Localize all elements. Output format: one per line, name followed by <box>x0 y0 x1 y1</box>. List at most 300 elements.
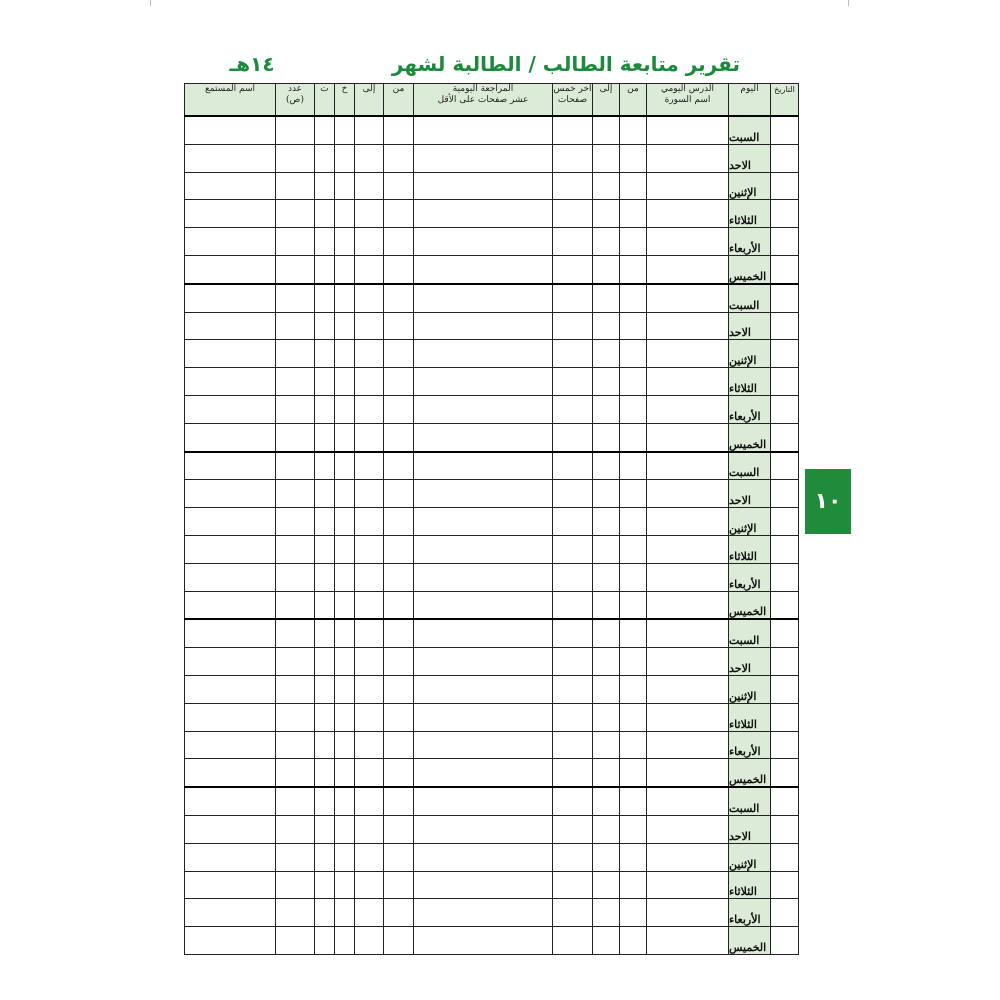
date-cell[interactable] <box>771 144 799 172</box>
kh-cell[interactable] <box>335 423 355 451</box>
lesson-from-cell[interactable] <box>620 255 647 283</box>
kh-cell[interactable] <box>335 648 355 676</box>
lesson-to-cell[interactable] <box>593 200 620 228</box>
kh-cell[interactable] <box>335 731 355 759</box>
review-cell[interactable] <box>414 619 553 647</box>
lesson-cell[interactable] <box>647 340 729 368</box>
listener-cell[interactable] <box>185 899 276 927</box>
date-cell[interactable] <box>771 284 799 312</box>
t-cell[interactable] <box>315 619 335 647</box>
lesson-cell[interactable] <box>647 787 729 815</box>
lesson-to-cell[interactable] <box>593 591 620 619</box>
t-cell[interactable] <box>315 480 335 508</box>
lesson-from-cell[interactable] <box>620 619 647 647</box>
lesson-to-cell[interactable] <box>593 619 620 647</box>
last-five-cell[interactable] <box>553 508 593 536</box>
review-from-cell[interactable] <box>384 312 414 340</box>
t-cell[interactable] <box>315 703 335 731</box>
t-cell[interactable] <box>315 535 335 563</box>
lesson-to-cell[interactable] <box>593 815 620 843</box>
review-from-cell[interactable] <box>384 508 414 536</box>
date-cell[interactable] <box>771 508 799 536</box>
count-cell[interactable] <box>276 815 315 843</box>
t-cell[interactable] <box>315 508 335 536</box>
count-cell[interactable] <box>276 675 315 703</box>
lesson-cell[interactable] <box>647 255 729 283</box>
kh-cell[interactable] <box>335 508 355 536</box>
listener-cell[interactable] <box>185 815 276 843</box>
kh-cell[interactable] <box>335 675 355 703</box>
date-cell[interactable] <box>771 200 799 228</box>
lesson-from-cell[interactable] <box>620 703 647 731</box>
last-five-cell[interactable] <box>553 284 593 312</box>
lesson-cell[interactable] <box>647 899 729 927</box>
review-from-cell[interactable] <box>384 228 414 256</box>
last-five-cell[interactable] <box>553 648 593 676</box>
lesson-cell[interactable] <box>647 703 729 731</box>
kh-cell[interactable] <box>335 172 355 200</box>
kh-cell[interactable] <box>335 144 355 172</box>
last-five-cell[interactable] <box>553 703 593 731</box>
last-five-cell[interactable] <box>553 591 593 619</box>
t-cell[interactable] <box>315 368 335 396</box>
kh-cell[interactable] <box>335 591 355 619</box>
t-cell[interactable] <box>315 648 335 676</box>
review-cell[interactable] <box>414 172 553 200</box>
lesson-from-cell[interactable] <box>620 787 647 815</box>
t-cell[interactable] <box>315 731 335 759</box>
listener-cell[interactable] <box>185 480 276 508</box>
review-to-cell[interactable] <box>355 871 384 899</box>
listener-cell[interactable] <box>185 535 276 563</box>
last-five-cell[interactable] <box>553 144 593 172</box>
lesson-cell[interactable] <box>647 843 729 871</box>
lesson-from-cell[interactable] <box>620 927 647 955</box>
lesson-from-cell[interactable] <box>620 731 647 759</box>
last-five-cell[interactable] <box>553 340 593 368</box>
listener-cell[interactable] <box>185 871 276 899</box>
lesson-from-cell[interactable] <box>620 312 647 340</box>
count-cell[interactable] <box>276 759 315 787</box>
lesson-cell[interactable] <box>647 116 729 144</box>
lesson-from-cell[interactable] <box>620 675 647 703</box>
lesson-from-cell[interactable] <box>620 535 647 563</box>
kh-cell[interactable] <box>335 703 355 731</box>
count-cell[interactable] <box>276 284 315 312</box>
lesson-to-cell[interactable] <box>593 731 620 759</box>
lesson-to-cell[interactable] <box>593 255 620 283</box>
last-five-cell[interactable] <box>553 368 593 396</box>
lesson-to-cell[interactable] <box>593 172 620 200</box>
date-cell[interactable] <box>771 340 799 368</box>
review-to-cell[interactable] <box>355 284 384 312</box>
t-cell[interactable] <box>315 787 335 815</box>
t-cell[interactable] <box>315 172 335 200</box>
review-cell[interactable] <box>414 340 553 368</box>
t-cell[interactable] <box>315 591 335 619</box>
last-five-cell[interactable] <box>553 927 593 955</box>
listener-cell[interactable] <box>185 563 276 591</box>
count-cell[interactable] <box>276 731 315 759</box>
last-five-cell[interactable] <box>553 731 593 759</box>
date-cell[interactable] <box>771 899 799 927</box>
count-cell[interactable] <box>276 535 315 563</box>
review-cell[interactable] <box>414 843 553 871</box>
lesson-from-cell[interactable] <box>620 648 647 676</box>
last-five-cell[interactable] <box>553 255 593 283</box>
review-from-cell[interactable] <box>384 144 414 172</box>
t-cell[interactable] <box>315 255 335 283</box>
review-from-cell[interactable] <box>384 843 414 871</box>
count-cell[interactable] <box>276 508 315 536</box>
lesson-cell[interactable] <box>647 144 729 172</box>
lesson-to-cell[interactable] <box>593 927 620 955</box>
t-cell[interactable] <box>315 228 335 256</box>
review-from-cell[interactable] <box>384 563 414 591</box>
last-five-cell[interactable] <box>553 200 593 228</box>
review-from-cell[interactable] <box>384 172 414 200</box>
review-from-cell[interactable] <box>384 927 414 955</box>
date-cell[interactable] <box>771 480 799 508</box>
lesson-cell[interactable] <box>647 312 729 340</box>
count-cell[interactable] <box>276 116 315 144</box>
review-cell[interactable] <box>414 731 553 759</box>
review-to-cell[interactable] <box>355 759 384 787</box>
t-cell[interactable] <box>315 843 335 871</box>
lesson-to-cell[interactable] <box>593 144 620 172</box>
lesson-cell[interactable] <box>647 480 729 508</box>
lesson-cell[interactable] <box>647 535 729 563</box>
count-cell[interactable] <box>276 619 315 647</box>
t-cell[interactable] <box>315 144 335 172</box>
lesson-cell[interactable] <box>647 731 729 759</box>
kh-cell[interactable] <box>335 340 355 368</box>
kh-cell[interactable] <box>335 927 355 955</box>
review-from-cell[interactable] <box>384 480 414 508</box>
review-from-cell[interactable] <box>384 452 414 480</box>
lesson-from-cell[interactable] <box>620 172 647 200</box>
lesson-cell[interactable] <box>647 619 729 647</box>
review-cell[interactable] <box>414 871 553 899</box>
date-cell[interactable] <box>771 927 799 955</box>
review-from-cell[interactable] <box>384 395 414 423</box>
t-cell[interactable] <box>315 871 335 899</box>
lesson-to-cell[interactable] <box>593 563 620 591</box>
lesson-cell[interactable] <box>647 284 729 312</box>
last-five-cell[interactable] <box>553 452 593 480</box>
review-to-cell[interactable] <box>355 815 384 843</box>
listener-cell[interactable] <box>185 116 276 144</box>
review-cell[interactable] <box>414 703 553 731</box>
count-cell[interactable] <box>276 787 315 815</box>
review-to-cell[interactable] <box>355 312 384 340</box>
date-cell[interactable] <box>771 591 799 619</box>
count-cell[interactable] <box>276 368 315 396</box>
kh-cell[interactable] <box>335 116 355 144</box>
listener-cell[interactable] <box>185 591 276 619</box>
kh-cell[interactable] <box>335 815 355 843</box>
last-five-cell[interactable] <box>553 871 593 899</box>
last-five-cell[interactable] <box>553 675 593 703</box>
kh-cell[interactable] <box>335 619 355 647</box>
lesson-from-cell[interactable] <box>620 340 647 368</box>
last-five-cell[interactable] <box>553 815 593 843</box>
listener-cell[interactable] <box>185 675 276 703</box>
date-cell[interactable] <box>771 116 799 144</box>
review-to-cell[interactable] <box>355 228 384 256</box>
review-from-cell[interactable] <box>384 759 414 787</box>
lesson-from-cell[interactable] <box>620 200 647 228</box>
review-from-cell[interactable] <box>384 619 414 647</box>
lesson-from-cell[interactable] <box>620 480 647 508</box>
last-five-cell[interactable] <box>553 228 593 256</box>
lesson-to-cell[interactable] <box>593 648 620 676</box>
count-cell[interactable] <box>276 255 315 283</box>
t-cell[interactable] <box>315 563 335 591</box>
listener-cell[interactable] <box>185 619 276 647</box>
lesson-to-cell[interactable] <box>593 675 620 703</box>
count-cell[interactable] <box>276 899 315 927</box>
review-from-cell[interactable] <box>384 648 414 676</box>
lesson-to-cell[interactable] <box>593 340 620 368</box>
kh-cell[interactable] <box>335 899 355 927</box>
date-cell[interactable] <box>771 172 799 200</box>
last-five-cell[interactable] <box>553 563 593 591</box>
review-to-cell[interactable] <box>355 563 384 591</box>
last-five-cell[interactable] <box>553 899 593 927</box>
kh-cell[interactable] <box>335 535 355 563</box>
review-cell[interactable] <box>414 591 553 619</box>
review-cell[interactable] <box>414 452 553 480</box>
lesson-to-cell[interactable] <box>593 452 620 480</box>
lesson-cell[interactable] <box>647 172 729 200</box>
listener-cell[interactable] <box>185 312 276 340</box>
date-cell[interactable] <box>771 563 799 591</box>
lesson-cell[interactable] <box>647 508 729 536</box>
review-from-cell[interactable] <box>384 340 414 368</box>
date-cell[interactable] <box>771 843 799 871</box>
review-from-cell[interactable] <box>384 731 414 759</box>
review-from-cell[interactable] <box>384 116 414 144</box>
kh-cell[interactable] <box>335 395 355 423</box>
review-to-cell[interactable] <box>355 591 384 619</box>
lesson-to-cell[interactable] <box>593 535 620 563</box>
listener-cell[interactable] <box>185 731 276 759</box>
last-five-cell[interactable] <box>553 172 593 200</box>
listener-cell[interactable] <box>185 395 276 423</box>
lesson-to-cell[interactable] <box>593 312 620 340</box>
lesson-to-cell[interactable] <box>593 116 620 144</box>
lesson-to-cell[interactable] <box>593 508 620 536</box>
listener-cell[interactable] <box>185 284 276 312</box>
review-from-cell[interactable] <box>384 899 414 927</box>
kh-cell[interactable] <box>335 452 355 480</box>
listener-cell[interactable] <box>185 927 276 955</box>
lesson-to-cell[interactable] <box>593 228 620 256</box>
last-five-cell[interactable] <box>553 480 593 508</box>
t-cell[interactable] <box>315 116 335 144</box>
lesson-cell[interactable] <box>647 675 729 703</box>
date-cell[interactable] <box>771 535 799 563</box>
review-from-cell[interactable] <box>384 284 414 312</box>
lesson-cell[interactable] <box>647 591 729 619</box>
review-to-cell[interactable] <box>355 255 384 283</box>
last-five-cell[interactable] <box>553 423 593 451</box>
date-cell[interactable] <box>771 731 799 759</box>
listener-cell[interactable] <box>185 172 276 200</box>
review-from-cell[interactable] <box>384 787 414 815</box>
count-cell[interactable] <box>276 871 315 899</box>
review-to-cell[interactable] <box>355 648 384 676</box>
count-cell[interactable] <box>276 563 315 591</box>
review-to-cell[interactable] <box>355 116 384 144</box>
count-cell[interactable] <box>276 228 315 256</box>
kh-cell[interactable] <box>335 480 355 508</box>
lesson-from-cell[interactable] <box>620 368 647 396</box>
lesson-from-cell[interactable] <box>620 508 647 536</box>
review-to-cell[interactable] <box>355 172 384 200</box>
kh-cell[interactable] <box>335 843 355 871</box>
review-cell[interactable] <box>414 284 553 312</box>
t-cell[interactable] <box>315 312 335 340</box>
review-cell[interactable] <box>414 535 553 563</box>
listener-cell[interactable] <box>185 759 276 787</box>
review-to-cell[interactable] <box>355 452 384 480</box>
listener-cell[interactable] <box>185 787 276 815</box>
lesson-to-cell[interactable] <box>593 423 620 451</box>
t-cell[interactable] <box>315 340 335 368</box>
review-to-cell[interactable] <box>355 340 384 368</box>
lesson-from-cell[interactable] <box>620 228 647 256</box>
date-cell[interactable] <box>771 452 799 480</box>
date-cell[interactable] <box>771 395 799 423</box>
t-cell[interactable] <box>315 284 335 312</box>
lesson-cell[interactable] <box>647 368 729 396</box>
lesson-cell[interactable] <box>647 200 729 228</box>
review-from-cell[interactable] <box>384 535 414 563</box>
t-cell[interactable] <box>315 200 335 228</box>
review-to-cell[interactable] <box>355 395 384 423</box>
review-cell[interactable] <box>414 255 553 283</box>
review-to-cell[interactable] <box>355 368 384 396</box>
listener-cell[interactable] <box>185 452 276 480</box>
lesson-from-cell[interactable] <box>620 899 647 927</box>
lesson-to-cell[interactable] <box>593 843 620 871</box>
date-cell[interactable] <box>771 759 799 787</box>
review-cell[interactable] <box>414 563 553 591</box>
review-cell[interactable] <box>414 759 553 787</box>
listener-cell[interactable] <box>185 508 276 536</box>
lesson-cell[interactable] <box>647 228 729 256</box>
review-cell[interactable] <box>414 675 553 703</box>
lesson-to-cell[interactable] <box>593 284 620 312</box>
lesson-cell[interactable] <box>647 815 729 843</box>
t-cell[interactable] <box>315 423 335 451</box>
listener-cell[interactable] <box>185 228 276 256</box>
count-cell[interactable] <box>276 423 315 451</box>
listener-cell[interactable] <box>185 368 276 396</box>
last-five-cell[interactable] <box>553 619 593 647</box>
review-from-cell[interactable] <box>384 675 414 703</box>
last-five-cell[interactable] <box>553 535 593 563</box>
date-cell[interactable] <box>771 368 799 396</box>
lesson-to-cell[interactable] <box>593 759 620 787</box>
kh-cell[interactable] <box>335 759 355 787</box>
date-cell[interactable] <box>771 703 799 731</box>
review-to-cell[interactable] <box>355 144 384 172</box>
lesson-cell[interactable] <box>647 395 729 423</box>
lesson-from-cell[interactable] <box>620 591 647 619</box>
review-cell[interactable] <box>414 312 553 340</box>
lesson-from-cell[interactable] <box>620 843 647 871</box>
review-to-cell[interactable] <box>355 508 384 536</box>
last-five-cell[interactable] <box>553 312 593 340</box>
review-to-cell[interactable] <box>355 535 384 563</box>
count-cell[interactable] <box>276 703 315 731</box>
kh-cell[interactable] <box>335 312 355 340</box>
review-cell[interactable] <box>414 368 553 396</box>
count-cell[interactable] <box>276 340 315 368</box>
review-to-cell[interactable] <box>355 675 384 703</box>
lesson-cell[interactable] <box>647 452 729 480</box>
count-cell[interactable] <box>276 395 315 423</box>
review-from-cell[interactable] <box>384 200 414 228</box>
lesson-to-cell[interactable] <box>593 395 620 423</box>
date-cell[interactable] <box>771 815 799 843</box>
review-to-cell[interactable] <box>355 200 384 228</box>
t-cell[interactable] <box>315 927 335 955</box>
review-to-cell[interactable] <box>355 731 384 759</box>
count-cell[interactable] <box>276 144 315 172</box>
review-to-cell[interactable] <box>355 787 384 815</box>
review-cell[interactable] <box>414 144 553 172</box>
count-cell[interactable] <box>276 200 315 228</box>
lesson-from-cell[interactable] <box>620 284 647 312</box>
review-from-cell[interactable] <box>384 703 414 731</box>
review-cell[interactable] <box>414 228 553 256</box>
review-to-cell[interactable] <box>355 899 384 927</box>
lesson-from-cell[interactable] <box>620 395 647 423</box>
lesson-from-cell[interactable] <box>620 116 647 144</box>
kh-cell[interactable] <box>335 871 355 899</box>
kh-cell[interactable] <box>335 255 355 283</box>
review-cell[interactable] <box>414 508 553 536</box>
lesson-cell[interactable] <box>647 927 729 955</box>
kh-cell[interactable] <box>335 228 355 256</box>
date-cell[interactable] <box>771 871 799 899</box>
count-cell[interactable] <box>276 843 315 871</box>
lesson-cell[interactable] <box>647 423 729 451</box>
review-cell[interactable] <box>414 395 553 423</box>
date-cell[interactable] <box>771 619 799 647</box>
listener-cell[interactable] <box>185 255 276 283</box>
review-cell[interactable] <box>414 200 553 228</box>
review-cell[interactable] <box>414 480 553 508</box>
lesson-from-cell[interactable] <box>620 759 647 787</box>
review-from-cell[interactable] <box>384 871 414 899</box>
lesson-cell[interactable] <box>647 563 729 591</box>
kh-cell[interactable] <box>335 787 355 815</box>
lesson-cell[interactable] <box>647 759 729 787</box>
lesson-to-cell[interactable] <box>593 899 620 927</box>
lesson-to-cell[interactable] <box>593 368 620 396</box>
count-cell[interactable] <box>276 172 315 200</box>
lesson-from-cell[interactable] <box>620 871 647 899</box>
lesson-from-cell[interactable] <box>620 452 647 480</box>
kh-cell[interactable] <box>335 368 355 396</box>
count-cell[interactable] <box>276 648 315 676</box>
date-cell[interactable] <box>771 787 799 815</box>
